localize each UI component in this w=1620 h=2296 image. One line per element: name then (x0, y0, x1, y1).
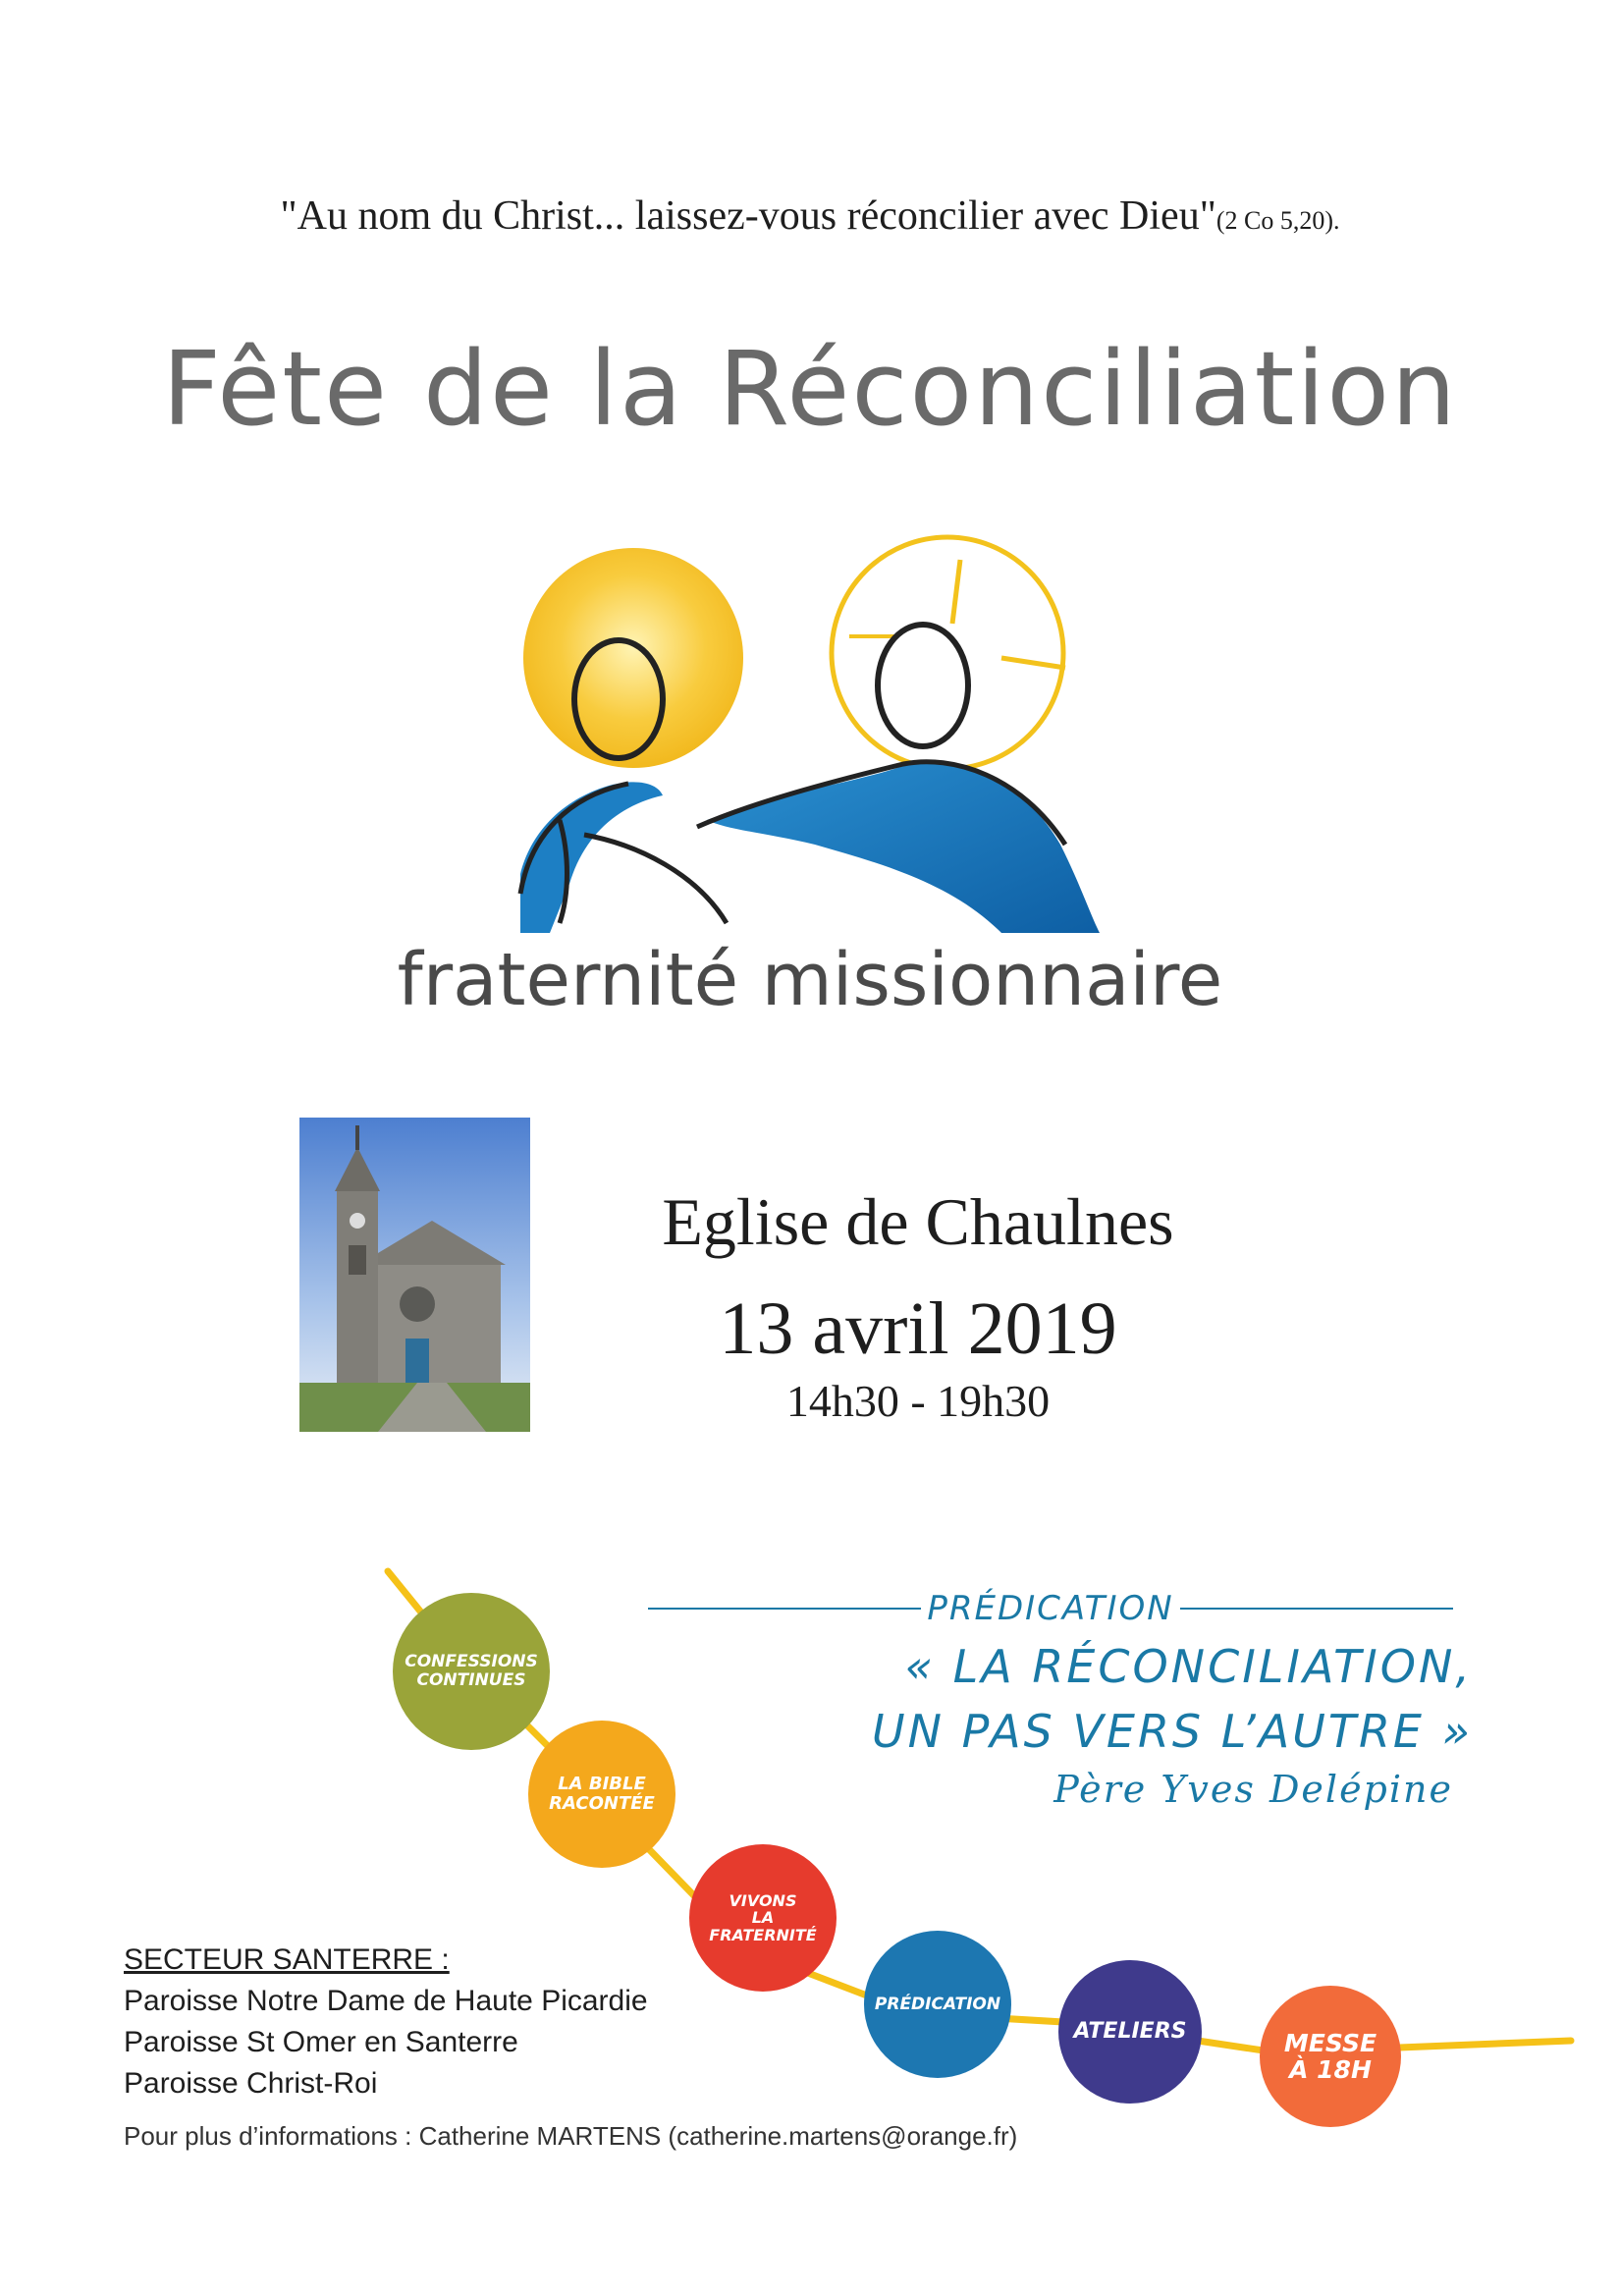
step-label-line: CONFESSIONS (405, 1652, 538, 1672)
quote-text: "Au nom du Christ... laissez-vous réconcilier avec Dieu" (280, 193, 1216, 239)
step-predication (864, 1931, 1011, 2078)
predication-title-line1: « LA RÉCONCILIATION, (904, 1640, 1473, 1693)
predication-title-line2: UN PAS VERS L’AUTRE » (871, 1705, 1473, 1758)
step-label-line: MESSE (1283, 2028, 1377, 2057)
predication-author: Père Yves Delépine (1053, 1768, 1453, 1811)
predication-header-label: PRÉDICATION (927, 1589, 1174, 1628)
step-label-line: LA BIBLE (558, 1774, 646, 1795)
sector-block (124, 1940, 648, 2105)
step-confessions (393, 1593, 550, 1750)
subtitle: fraternité missionnaire (397, 938, 1223, 1022)
sector-heading: SECTEUR SANTERRE : (124, 1943, 450, 1976)
step-label-line: VIVONS (729, 1890, 797, 1910)
step-label-line: LA (751, 1908, 775, 1928)
parish-item: Paroisse Notre Dame de Haute Picardie (124, 1985, 648, 2017)
step-label-line: À 18H (1289, 2055, 1372, 2084)
step-label-line: ATELIERS (1073, 2018, 1187, 2044)
step-messe (1260, 1986, 1401, 2127)
predication-header (648, 1589, 1453, 1628)
divider-line (1180, 1608, 1453, 1610)
parish-item: Paroisse St Omer en Santerre (124, 2026, 518, 2058)
event-place: Eglise de Chaulnes (662, 1184, 1174, 1259)
page-title: Fête de la Réconciliation (162, 329, 1458, 449)
event-date: 13 avril 2019 (719, 1287, 1117, 1370)
step-fraternite (689, 1844, 837, 1992)
step-ateliers (1058, 1960, 1202, 2104)
divider-line (648, 1608, 921, 1610)
parish-item: Paroisse Christ-Roi (124, 2067, 378, 2100)
step-label-line: PRÉDICATION (874, 1994, 1001, 2014)
step-label-line: FRATERNITÉ (709, 1925, 817, 1944)
step-label-line: RACONTÉE (549, 1793, 655, 1814)
contact-info: Pour plus d’informations : Catherine MARTENS (catherine.martens@orange.fr) (124, 2121, 1018, 2151)
quote-reference: (2 Co 5,20). (1215, 206, 1340, 235)
event-hours: 14h30 - 19h30 (785, 1376, 1051, 1426)
step-label-line: CONTINUES (416, 1670, 526, 1690)
